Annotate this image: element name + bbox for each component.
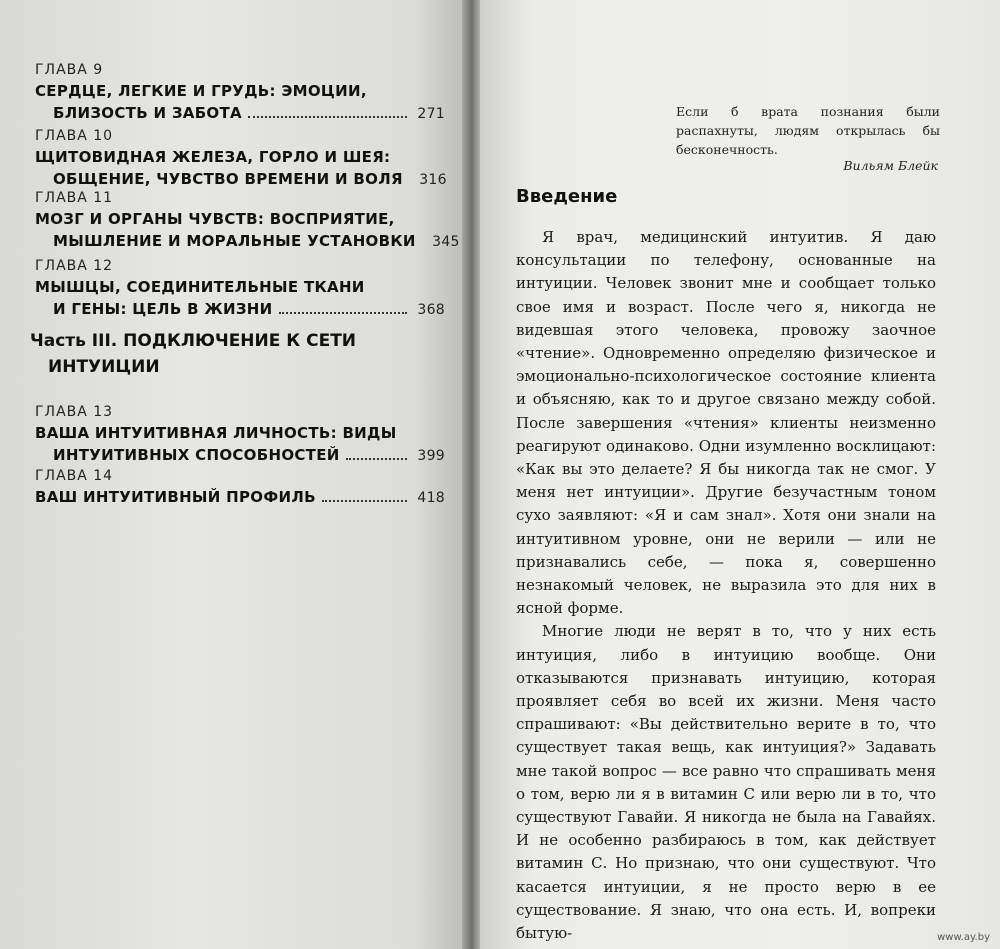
toc-title-line	[35, 444, 445, 467]
toc-title-line	[35, 80, 445, 102]
toc-chapter-label: ГЛАВА 9	[35, 62, 104, 78]
toc-chapter-label: ГЛАВА 13	[35, 404, 114, 420]
part-title	[30, 328, 450, 380]
part-title-line2: ИНТУИЦИИ	[48, 357, 160, 377]
left-page	[0, 0, 470, 949]
epigraph-text: Если б врата познания были распахнуты, людям открылась бы бесконечность.	[676, 104, 940, 157]
toc-title-line	[35, 422, 445, 444]
toc-title-line	[35, 146, 445, 168]
epigraph-author: Вильям Блейк	[843, 158, 938, 173]
right-page	[480, 0, 1000, 949]
toc-entry	[35, 60, 445, 125]
toc-chapter-label: ГЛАВА 12	[35, 258, 114, 274]
toc-chapter-label: ГЛАВА 10	[35, 128, 114, 144]
part-title-line1: Часть III. ПОДКЛЮЧЕНИЕ К СЕТИ	[30, 331, 357, 351]
toc-title-text: ВАШ ИНТУИТИВНЫЙ ПРОФИЛЬ	[35, 488, 316, 506]
toc-entry	[35, 188, 460, 253]
toc-page-number: 316	[419, 172, 447, 188]
toc-entry	[35, 256, 445, 321]
toc-chapter-label: ГЛАВА 14	[35, 468, 114, 484]
toc-page-number: 399	[417, 448, 445, 464]
toc-title-text: ВАША ИНТУИТИВНАЯ ЛИЧНОСТЬ: ВИДЫ	[35, 424, 397, 442]
toc-title-text: МОЗГ И ОРГАНЫ ЧУВСТВ: ВОСПРИЯТИЕ,	[35, 210, 395, 228]
toc-title-text: ОБЩЕНИЕ, ЧУВСТВО ВРЕМЕНИ И ВОЛЯ	[53, 170, 403, 188]
toc-title-text: ЩИТОВИДНАЯ ЖЕЛЕЗА, ГОРЛО И ШЕЯ:	[35, 148, 391, 166]
toc-leader-dots	[346, 457, 407, 460]
toc-title-text: И ГЕНЫ: ЦЕЛЬ В ЖИЗНИ	[53, 300, 273, 318]
toc-title-text: МЫШЦЫ, СОЕДИНИТЕЛЬНЫЕ ТКАНИ	[35, 278, 365, 296]
toc-page-number: 271	[417, 106, 445, 122]
watermark: www.ay.by	[937, 932, 990, 943]
toc-page-number: 368	[417, 302, 445, 318]
toc-leader-dots	[322, 499, 407, 502]
body-text	[516, 226, 936, 945]
toc-title-line	[35, 208, 445, 230]
toc-leader-dots	[248, 115, 407, 118]
toc-page-number: 418	[417, 490, 445, 506]
toc-title-text: МЫШЛЕНИЕ И МОРАЛЬНЫЕ УСТАНОВКИ	[53, 232, 416, 250]
toc-leader-dots	[279, 311, 407, 314]
toc-chapter-label: ГЛАВА 11	[35, 190, 114, 206]
toc-title-text: ИНТУИТИВНЫХ СПОСОБНОСТЕЙ	[53, 446, 340, 464]
toc-title-text: БЛИЗОСТЬ И ЗАБОТА	[53, 104, 242, 122]
toc-title-line	[35, 298, 445, 321]
paragraph: Многие люди не верят в то, что у них есть интуиция, либо в интуицию вообще. Они отказываются признавать интуицию, которая проявляет себя во всей их жизни. Меня часто спрашивают: «Вы действительно верите в то, что существует такая вещь, как интуиция?» Задавать мне такой вопрос — все равно что спрашивать меня о том, верю ли я в витамин С или верю ли в то, что существуют Гавайи. Я никогда не была на Гавайях. И не особенно разбираюсь в том, как действует витамин С. Но признаю, что они существуют. Что касается интуиции, я не просто верю в ее существование. Я знаю, что она есть. И, вопреки бытую-	[516, 622, 936, 943]
section-heading: Введение	[516, 186, 618, 207]
toc-title-line	[35, 486, 445, 509]
toc-title-text: СЕРДЦЕ, ЛЕГКИЕ И ГРУДЬ: ЭМОЦИИ,	[35, 82, 367, 100]
toc-title-line	[35, 230, 460, 253]
toc-title-line	[35, 102, 445, 125]
toc-entry	[35, 466, 445, 509]
toc-title-line	[35, 276, 445, 298]
toc-entry	[35, 126, 445, 191]
toc-page-number: 345	[432, 234, 460, 250]
paragraph: Я врач, медицинский интуитив. Я даю консультации по телефону, основанные на интуиции. Человек звонит мне и сообщает только свое имя и возраст. После чего я, никогда не видевшая этого человека, провожу заочное «чтение». Одновременно определяю физическое и эмоционально-психологическое состояние клиента и объясняю, как то и другое связано между собой. После завершения «чтения» клиенты неизменно реагируют одинаково. Одни изумленно восклицают: «Как вы это делаете? Я бы никогда так не смог. У меня нет интуиции». Другие безучастным тоном сухо заявляют: «Я и сам знал». Хотя они знали на интуитивном уровне, они не верили — или не признавались себе, — пока я, совершенно незнакомый человек, не выразила это для них в ясной форме.	[516, 228, 936, 618]
toc-entry	[35, 402, 445, 467]
